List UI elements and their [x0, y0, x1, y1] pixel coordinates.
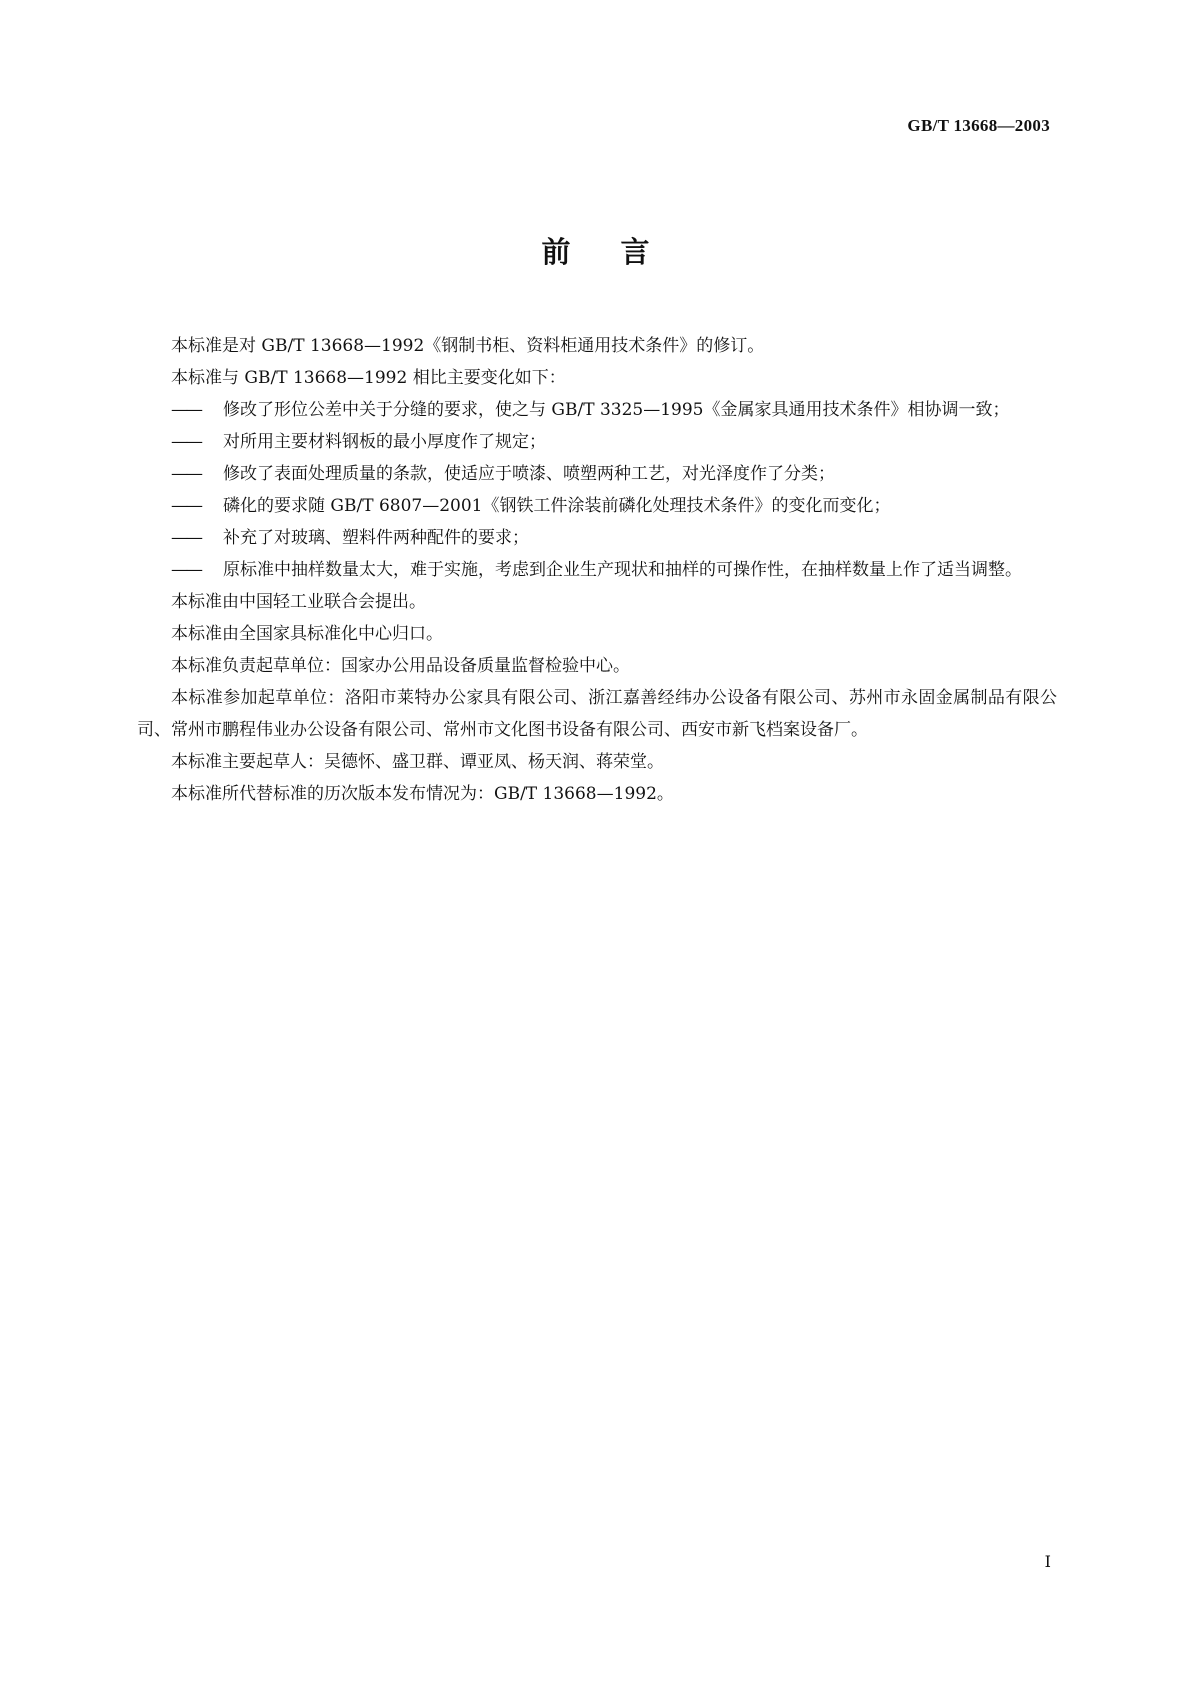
- change-item-text: 补充了对玻璃、塑料件两种配件的要求；: [223, 528, 529, 548]
- change-item: [137, 458, 1057, 490]
- dash-marker: ——: [171, 464, 201, 484]
- changes-intro: 本标准与 GB/T 13668—1992 相比主要变化如下：: [171, 368, 566, 388]
- dash-marker: ——: [171, 400, 201, 420]
- drafting-unit-statement: 本标准负责起草单位：国家办公用品设备质量监督检验中心。: [171, 656, 630, 676]
- history-statement: 本标准所代替标准的历次版本发布情况为：GB/T 13668—1992。: [171, 784, 674, 804]
- document-body: [137, 330, 1057, 810]
- change-item: [137, 554, 1057, 586]
- change-item: [137, 490, 1057, 522]
- change-item-text: 对所用主要材料钢板的最小厚度作了规定；: [223, 432, 546, 452]
- page-title: 前言: [541, 235, 700, 269]
- page-number: I: [1044, 1552, 1051, 1571]
- change-item-text: 修改了表面处理质量的条款，使适应于喷漆、喷塑两种工艺，对光泽度作了分类；: [223, 464, 835, 484]
- change-item: [137, 394, 1057, 426]
- dash-marker: ——: [171, 560, 201, 580]
- change-item: [137, 522, 1057, 554]
- dash-marker: ——: [171, 528, 201, 548]
- dash-marker: ——: [171, 432, 201, 452]
- proposer-statement: 本标准由中国轻工业联合会提出。: [171, 592, 426, 612]
- revision-statement: 本标准是对 GB/T 13668—1992《钢制书柜、资料柜通用技术条件》的修订。: [171, 336, 765, 356]
- participating-units-statement: 本标准参加起草单位：洛阳市莱特办公家具有限公司、浙江嘉善经纬办公设备有限公司、苏州市永固金属制品有限公司、常州市鹏程伟业办公设备有限公司、常州市文化图书设备有限公司、西安市新飞档案设备厂。: [137, 688, 1057, 740]
- dash-marker: ——: [171, 496, 201, 516]
- change-item-text: 原标准中抽样数量太大，难于实施，考虑到企业生产现状和抽样的可操作性，在抽样数量上作了适当调整。: [223, 560, 1022, 580]
- centralized-statement: 本标准由全国家具标准化中心归口。: [171, 624, 443, 644]
- change-item-text: 磷化的要求随 GB/T 6807—2001《钢铁工件涂装前磷化处理技术条件》的变化而变化；: [223, 496, 891, 516]
- change-item: [137, 426, 1057, 458]
- drafters-statement: 本标准主要起草人：吴德怀、盛卫群、谭亚凤、杨天润、蒋荣堂。: [171, 752, 664, 772]
- change-item-text: 修改了形位公差中关于分缝的要求，使之与 GB/T 3325—1995《金属家具通用技术条件》相协调一致；: [223, 400, 1010, 420]
- standard-code: GB/T 13668—2003: [907, 116, 1050, 135]
